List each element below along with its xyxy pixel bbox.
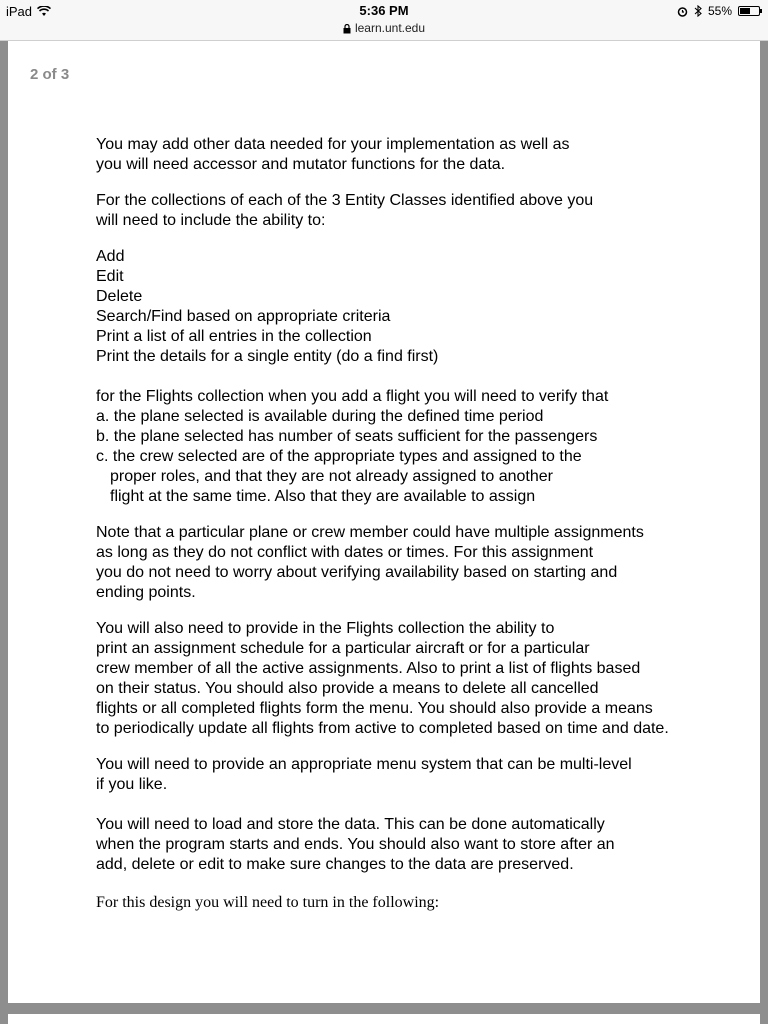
text-line: You may add other data needed for your implementation as well as	[96, 136, 570, 153]
list-item: Add	[96, 248, 125, 265]
text-line: You will also need to provide in the Flights collection the ability to	[96, 620, 555, 637]
text-line: will need to include the ability to:	[96, 212, 326, 229]
bluetooth-icon	[694, 5, 702, 17]
text-line: a. the plane selected is available during the defined time period	[96, 408, 544, 425]
system-indicators	[677, 4, 760, 18]
next-page-edge	[8, 1014, 760, 1024]
text-line: if you like.	[96, 776, 168, 793]
text-line: to periodically update all flights from active to completed based on time and date.	[96, 720, 669, 737]
battery-icon	[738, 6, 760, 16]
text-line: crew member of all the active assignments. Also to print a list of flights based	[96, 660, 641, 677]
text-line: You will need to load and store the data. This can be done automatically	[96, 816, 605, 833]
list-item: Print the details for a single entity (do a find first)	[96, 348, 439, 365]
paragraph-note	[96, 523, 736, 603]
text-line: print an assignment schedule for a particular aircraft or for a particular	[96, 640, 590, 657]
paragraph-flights-verify	[96, 387, 736, 507]
text-line: on their status. You should also provide a means to delete all cancelled	[96, 680, 599, 697]
text-line: as long as they do not conflict with dates or times. For this assignment	[96, 544, 594, 561]
paragraph-collections	[96, 191, 736, 231]
text-line: For the collections of each of the 3 Entity Classes identified above you	[96, 192, 594, 209]
paragraph-menu	[96, 755, 736, 795]
document-content	[96, 135, 736, 929]
text-line: you will need accessor and mutator functions for the data.	[96, 156, 506, 173]
text-line: You will need to provide an appropriate menu system that can be multi-level	[96, 756, 632, 773]
text-line: For this design you will need to turn in the following:	[96, 894, 440, 911]
device-label: iPad	[6, 4, 33, 19]
battery-percent: 55%	[707, 4, 732, 18]
lock-icon	[343, 24, 351, 34]
url-text: learn.unt.edu	[354, 21, 426, 35]
list-item: Print a list of all entries in the collection	[96, 328, 372, 345]
ability-list	[96, 247, 736, 367]
text-line: for the Flights collection when you add a flight you will need to verify that	[96, 388, 609, 405]
paragraph-schedule	[96, 619, 736, 739]
text-line: flights or all completed flights form the menu. You should also provide a means	[96, 700, 653, 717]
text-line: when the program starts and ends. You should also want to store after an	[96, 836, 615, 853]
address-bar[interactable]	[0, 21, 768, 35]
list-item: Delete	[96, 288, 143, 305]
alarm-icon	[677, 6, 688, 17]
text-line: b. the plane selected has number of seats sufficient for the passengers	[96, 428, 598, 445]
list-item: Edit	[96, 268, 124, 285]
text-line: Note that a particular plane or crew member could have multiple assignments	[96, 524, 644, 541]
text-line: flight at the same time. Also that they are available to assign	[110, 488, 536, 505]
clock: 5:36 PM	[359, 3, 409, 18]
battery-level	[740, 8, 750, 14]
status-bar	[0, 0, 768, 41]
text-line: c. the crew selected are of the appropriate types and assigned to the	[96, 448, 582, 465]
list-item: Search/Find based on appropriate criteria	[96, 308, 391, 325]
paragraph-storage	[96, 815, 736, 875]
text-line: ending points.	[96, 584, 196, 601]
text-line: proper roles, and that they are not already assigned to another	[110, 468, 553, 485]
document-page[interactable]	[8, 41, 760, 1003]
text-line: add, delete or edit to make sure changes to the data are preserved.	[96, 856, 574, 873]
paragraph-intro	[96, 135, 736, 175]
page-indicator: 2 of 3	[30, 66, 70, 83]
text-line: you do not need to worry about verifying availability based on starting and	[96, 564, 618, 581]
paragraph-turn-in	[96, 893, 736, 913]
